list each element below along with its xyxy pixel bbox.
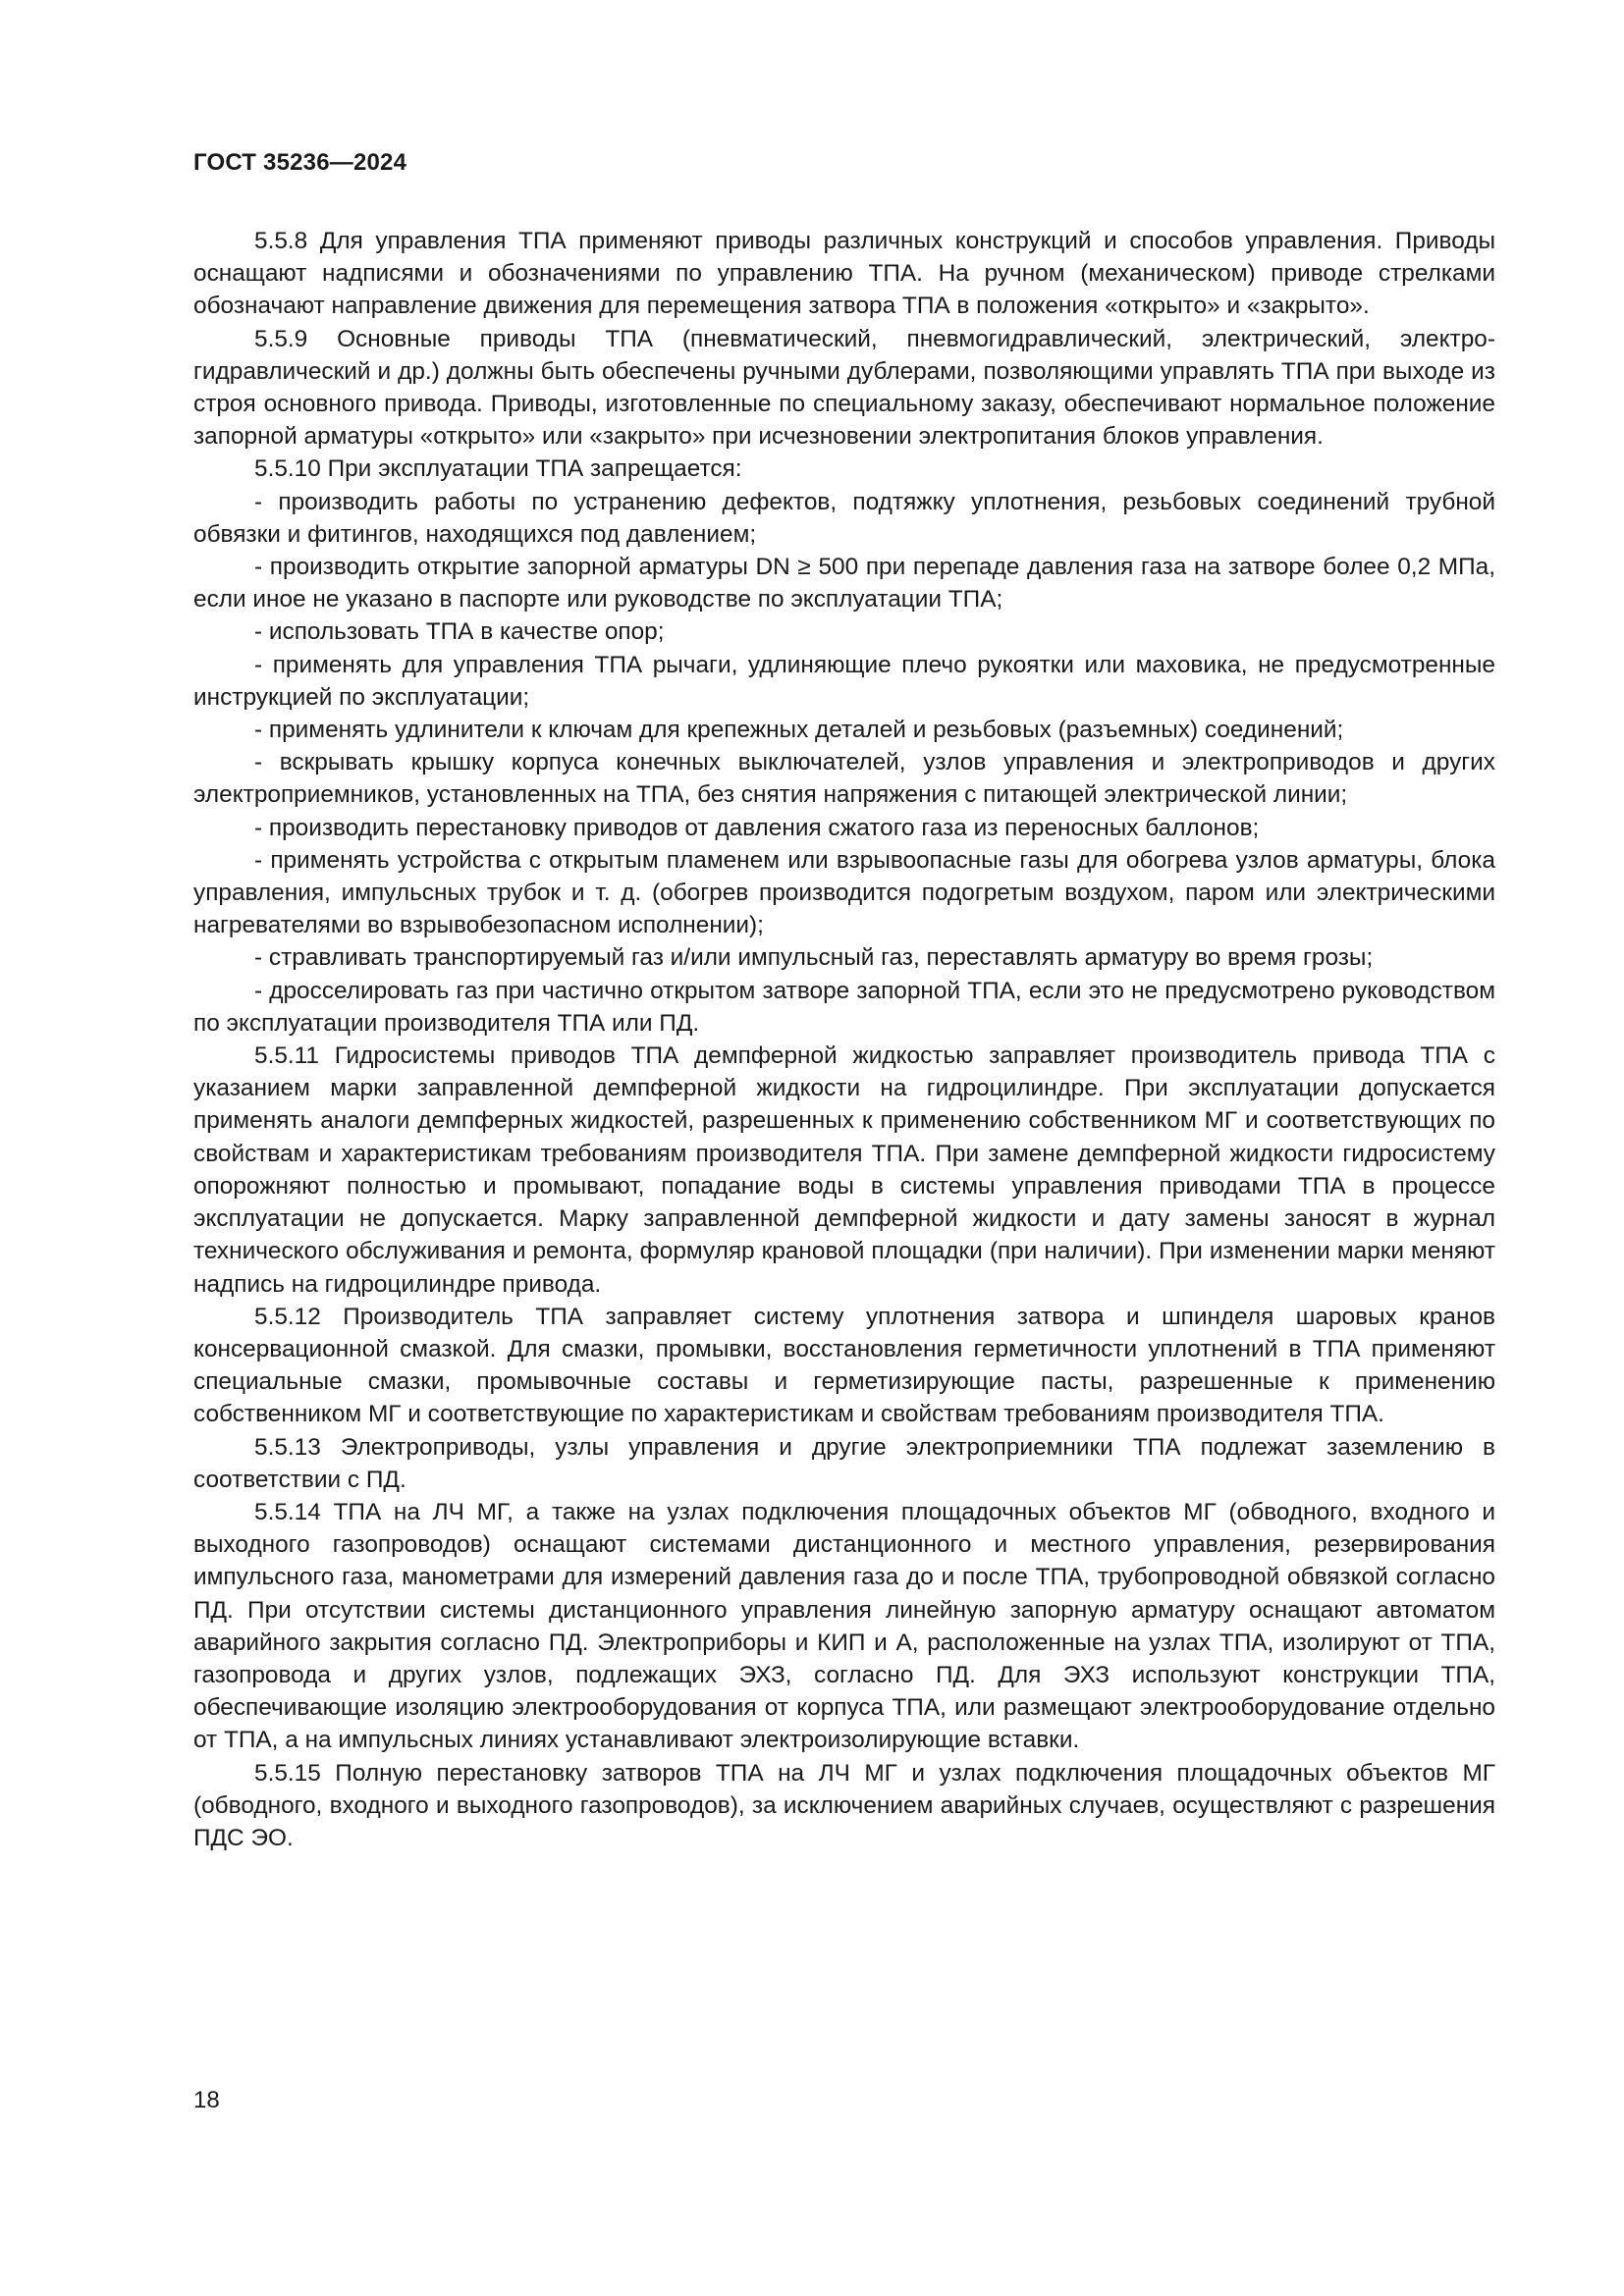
paragraph-5-5-8: 5.5.8 Для управления ТПА применяют приводы различных конструкций и способов управления. Приводы оснащают надписями и обозначениями по управлению ТПА. На ручном (механическом) приводе стрелками обозначают направление движения для перемещения затвора ТПА в положения «открыто» и «закрыто».: [193, 228, 1495, 320]
paragraph-5-5-12: 5.5.12 Производитель ТПА заправляет систему уплотнения затвора и шпинделя шаровых кранов консервационной смазкой. Для смазки, промывки, восстановления герметичности уплотнений в ТПА применяют специальные смазки, промывочные составы и герметизирующие пасты, разрешенные к применению собственником МГ и соответствующие по характеристикам и свойствам требованиям производителя ТПА.: [193, 1303, 1495, 1428]
list-item: - производить перестановку приводов от давления сжатого газа из переносных баллонов;: [254, 814, 1260, 841]
list-item: - применять удлинители к ключам для крепежных деталей и резьбовых (разъемных) соединений;: [254, 717, 1344, 744]
document-body: [193, 225, 1495, 1854]
document-header: ГОСТ 35236—2024: [193, 149, 407, 176]
paragraph-5-5-13: 5.5.13 Электроприводы, узлы управления и другие электроприемники ТПА подлежат заземлению в соответствии с ПД.: [193, 1433, 1495, 1493]
list-item: - дросселировать газ при частично открытом затворе запорной ТПА, если это не предусмотрено руководством по эксплуатации производителя ТПА или ПД.: [193, 977, 1495, 1037]
list-item: - вскрывать крышку корпуса конечных выключателей, узлов управления и электроприводов и других электроприемников, установленных на ТПА, без снятия напряжения с питающей электрической линии;: [193, 749, 1495, 809]
list-item: - стравливать транспортируемый газ и/или импульсный газ, переставлять арматуру во время грозы;: [254, 944, 1374, 972]
list-item: - применять для управления ТПА рычаги, удлиняющие плечо рукоятки или маховика, не предусмотренные инструкцией по эксплуатации;: [193, 651, 1495, 711]
paragraph-5-5-10: 5.5.10 При эксплуатации ТПА запрещается:: [254, 455, 742, 483]
page-number: 18: [193, 2087, 220, 2113]
paragraph-5-5-9: 5.5.9 Основные приводы ТПА (пневматический, пневмогидравлический, электрический, электрогидравлический и др.) должны быть обеспечены ручными дублерами, позволяющими управлять ТПА при выходе из строя основного привода. Приводы, изготовленные по специальному заказу, обеспечивают нормальное положение запорной арматуры «открыто» или «закрыто» при исчезновении электропитания блоков управления.: [193, 325, 1495, 451]
list-item: - производить открытие запорной арматуры DN ≥ 500 при перепаде давления газа на затворе более 0,2 МПа, если иное не указано в паспорте или руководстве по эксплуатации ТПА;: [193, 554, 1495, 614]
paragraph-5-5-14: 5.5.14 ТПА на ЛЧ МГ, а также на узлах подключения площадочных объектов МГ (обводного, входного и выходного газопроводов) оснащают системами дистанционного и местного управления, резервирования импульсного газа, манометрами для измерений давления газа до и после ТПА, трубопроводной обвязкой согласно ПД. При отсутствии системы дистанционного управления линейную запорную арматуру оснащают автоматом аварийного закрытия согласно ПД. Электроприборы и КИП и А, расположенные на узлах ТПА, изолируют от ТПА, газопровода и других узлов, подлежащих ЭХЗ, согласно ПД. Для ЭХЗ используют конструкции ТПА, обеспечивающие изоляцию электрооборудования от корпуса ТПА, или размещают электрооборудование отдельно от ТПА, а на импульсных линиях устанавливают электроизолирующие вставки.: [193, 1498, 1495, 1754]
list-item: - использовать ТПА в качестве опор;: [254, 618, 665, 646]
paragraph-5-5-11: 5.5.11 Гидросистемы приводов ТПА демпферной жидкостью заправляет производитель привода ТПА с указанием марки заправленной демпферной жидкости на гидроцилиндре. При эксплуатации допускается применять аналоги демпферных жидкостей, разрешенных к применению собственником МГ и соответствующих по свойствам и характеристикам требованиям производителя ТПА. При замене демпферной жидкости гидросистему опорожняют полностью и промывают, попадание воды в системы управления приводами ТПА в процессе эксплуатации не допускается. Марку заправленной демпферной жидкости и дату замены заносят в журнал технического обслуживания и ремонта, формуляр кранoвой площадки (при наличии). При изменении марки меняют надпись на гидроцилиндре привода.: [193, 1042, 1495, 1298]
paragraph-5-5-15: 5.5.15 Полную перестановку затворов ТПА на ЛЧ МГ и узлах подключения площадочных объектов МГ (обводного, входного и выходного газопроводов), за исключением аварийных случаев, осуществляют с разрешения ПДС ЭО.: [193, 1759, 1495, 1851]
list-item: - производить работы по устранению дефектов, подтяжку уплотнения, резьбовых соединений трубной обвязки и фитингов, находящихся под давлением;: [193, 488, 1495, 548]
list-item: - применять устройства с открытым пламенем или взрывоопасные газы для обогрева узлов арматуры, блока управления, импульсных трубок и т. д. (обогрев производится подогретым воздухом, паром или электрическими нагревателями во взрывобезопасном исполнении);: [193, 846, 1495, 939]
